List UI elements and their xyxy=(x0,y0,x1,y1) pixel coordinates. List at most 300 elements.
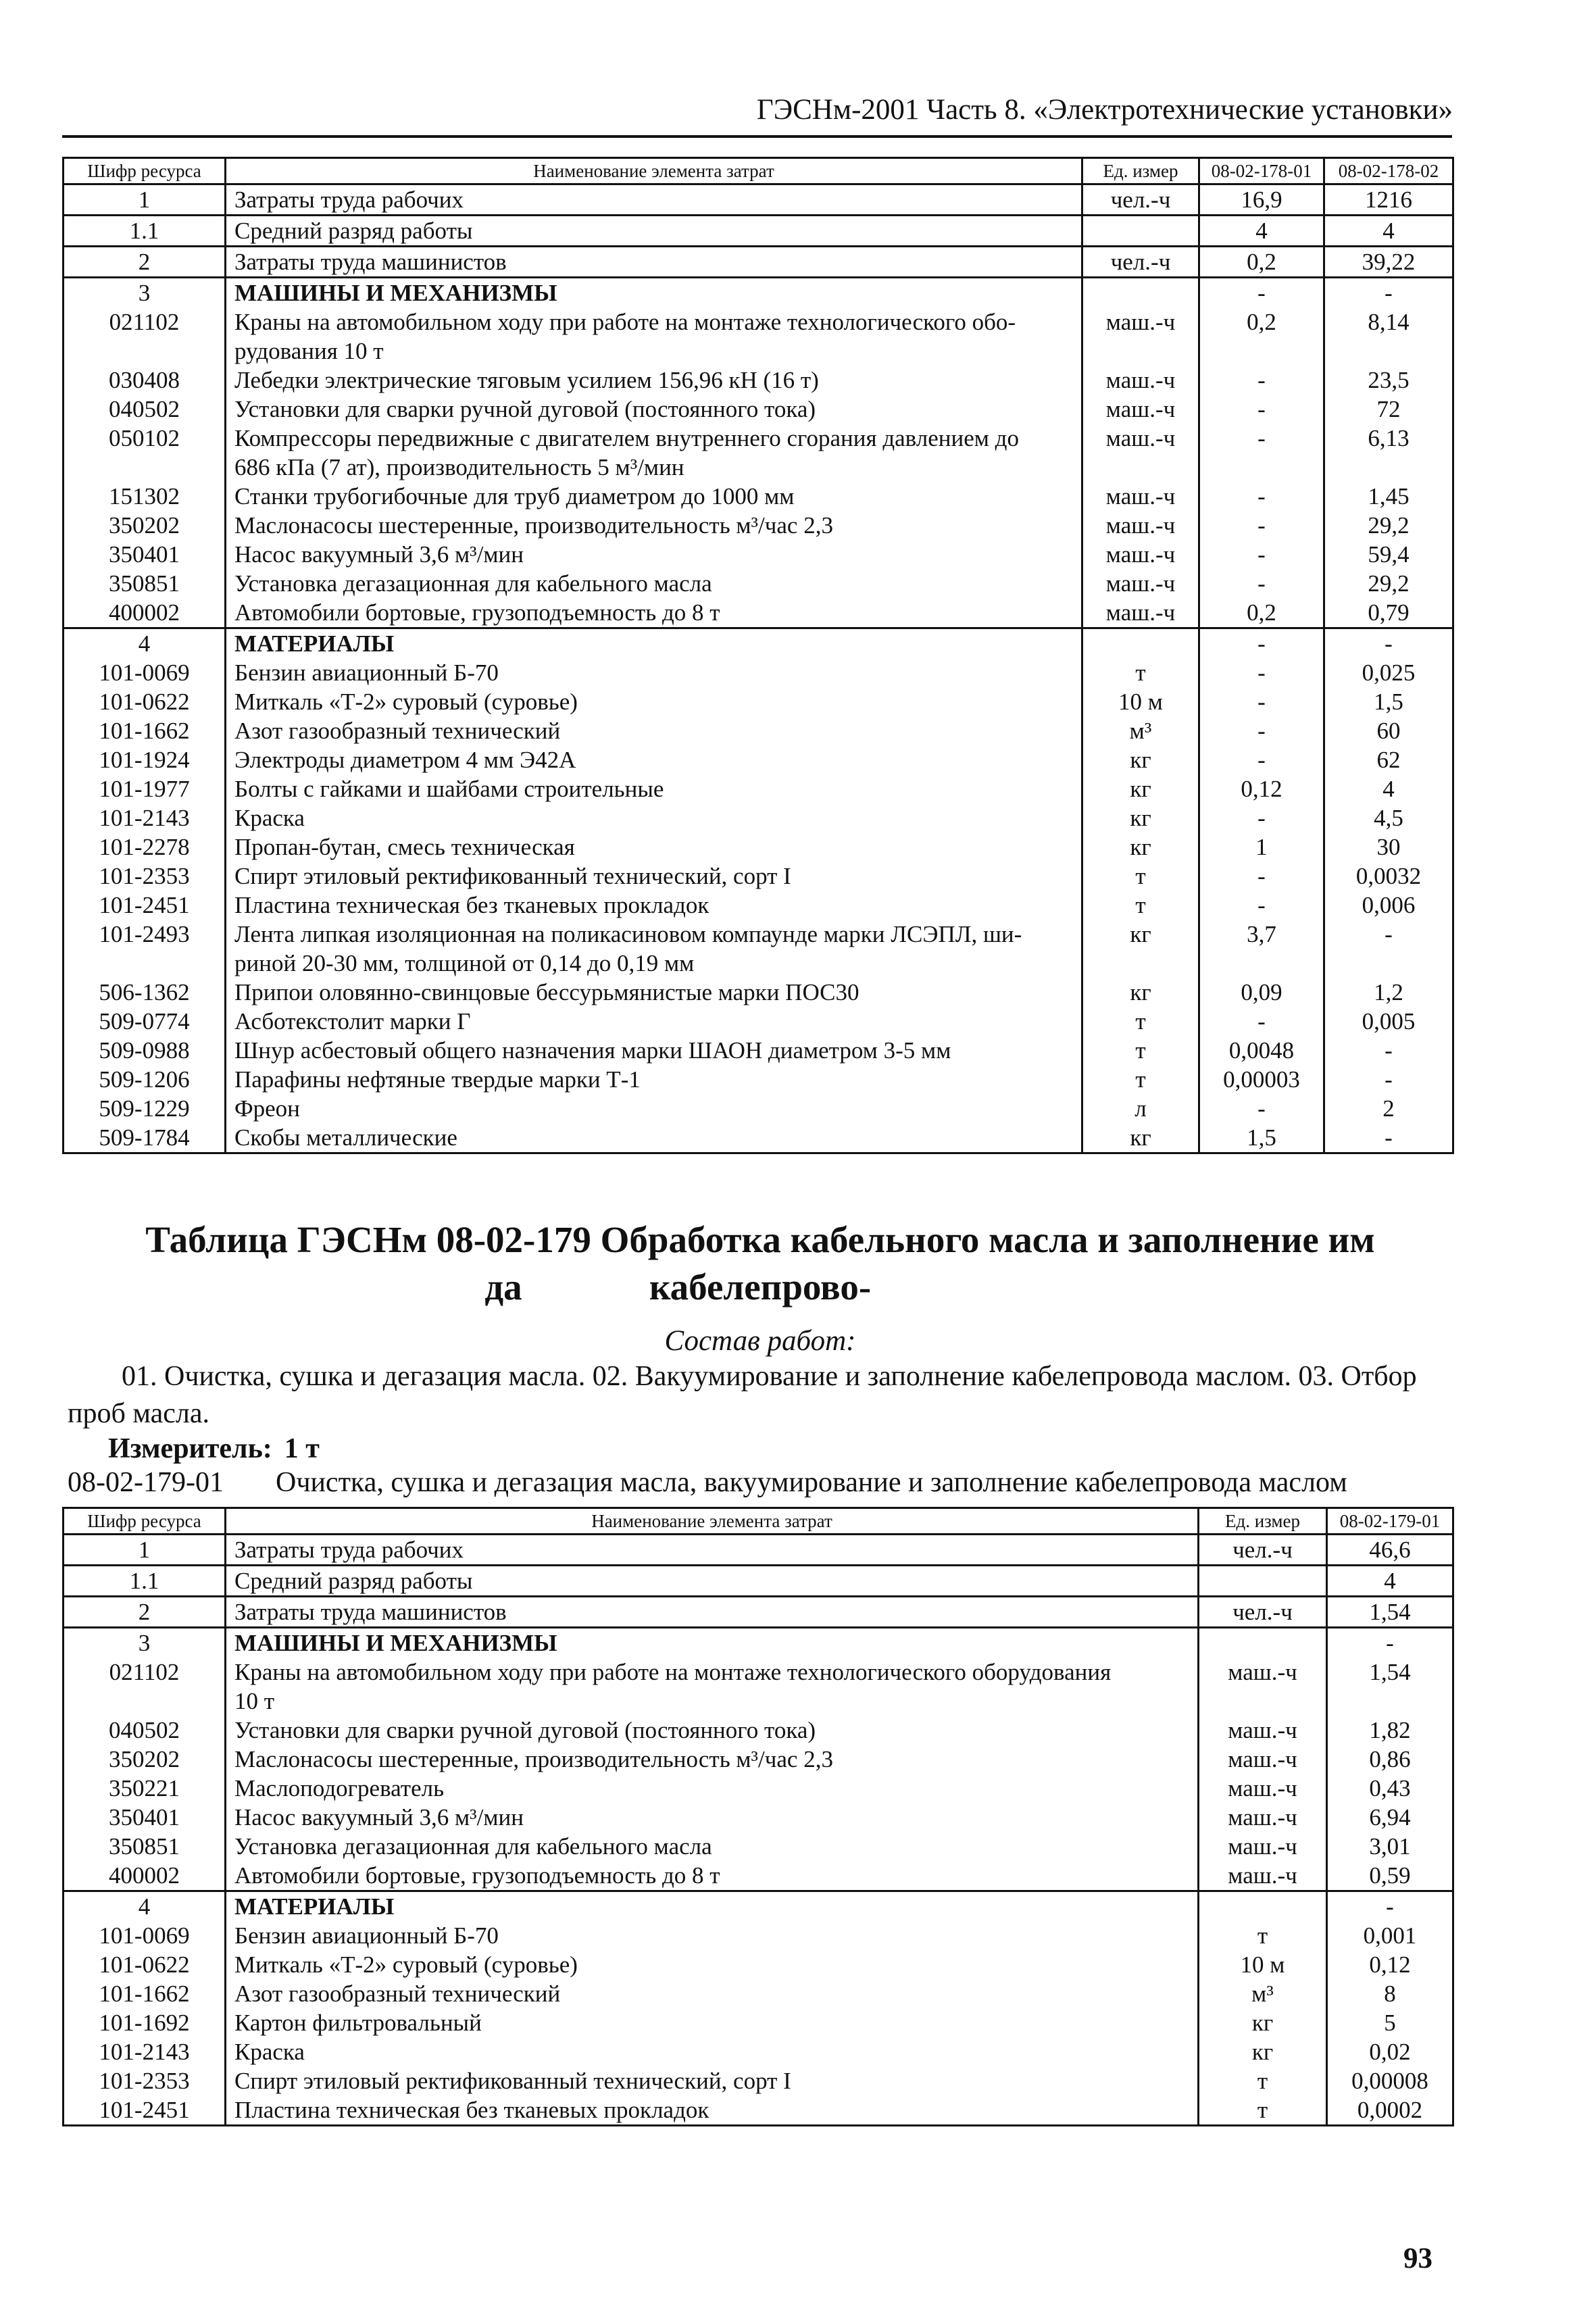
table-row xyxy=(64,1803,1453,1832)
cell-unit: чел.-ч xyxy=(1199,1597,1327,1628)
cell-code: 1 xyxy=(64,1535,226,1566)
measurer-value: 1 т xyxy=(284,1433,320,1464)
table-179-title: Таблица ГЭСНм 08-02-179 Обработка кабельного масла и заполнение им кабелепрово- xyxy=(145,1219,1375,1308)
cell-code: 509-1784 xyxy=(64,1123,226,1153)
column-header: Ед. измер xyxy=(1082,158,1199,184)
cell-v2: 6,13 xyxy=(1324,424,1453,453)
cell-v2: 1,45 xyxy=(1324,482,1453,511)
table-row xyxy=(64,2008,1453,2037)
table-row xyxy=(64,2066,1453,2095)
table-row xyxy=(64,247,1453,278)
cell-v1: - xyxy=(1199,278,1324,308)
table-row xyxy=(64,628,1453,659)
cell-v1: 0,02 xyxy=(1327,2037,1453,2066)
table-row xyxy=(64,1861,1453,1891)
cell-name: Насос вакуумный 3,6 м³/мин xyxy=(226,1803,1199,1832)
cell-name: Затраты труда рабочих xyxy=(226,1535,1199,1566)
cell-code: 101-1924 xyxy=(64,745,226,774)
cell-v2: 62 xyxy=(1324,745,1453,774)
cell-unit: маш.-ч xyxy=(1082,482,1199,511)
cell-v2: 0,79 xyxy=(1324,598,1453,628)
cell-name: Затраты труда машинистов xyxy=(226,247,1082,278)
cell-name: Болты с гайками и шайбами строительные xyxy=(226,774,1082,803)
norm-code: 08-02-179-01 xyxy=(68,1467,224,1498)
table-row xyxy=(64,774,1453,803)
cell-v2: 4,5 xyxy=(1324,803,1453,832)
table-row xyxy=(64,1065,1453,1094)
cell-code: 101-1977 xyxy=(64,774,226,803)
table-row xyxy=(64,1979,1453,2008)
cell-v2: 0,006 xyxy=(1324,891,1453,920)
cell-v1: - xyxy=(1327,1891,1453,1922)
cell-name: Парафины нефтяные твердые марки Т-1 xyxy=(226,1065,1082,1094)
table-row xyxy=(64,598,1453,628)
table-row xyxy=(64,1716,1453,1745)
cell-unit: маш.-ч xyxy=(1199,1803,1327,1832)
cell-v1: 0,86 xyxy=(1327,1745,1453,1774)
cell-name: Шнур асбестовый общего назначения марки ШАОН диаметром 3-5 мм xyxy=(226,1036,1082,1065)
cell-v2 xyxy=(1324,337,1453,366)
cell-v1: 0,001 xyxy=(1327,1921,1453,1950)
cell-v1: 5 xyxy=(1327,2008,1453,2037)
cell-code: 4 xyxy=(64,628,226,659)
cell-v2: 1,5 xyxy=(1324,687,1453,716)
cell-v1: - xyxy=(1199,658,1324,687)
cell-v1: 0,0002 xyxy=(1327,2095,1453,2126)
cell-unit: маш.-ч xyxy=(1199,1861,1327,1891)
cell-v2: - xyxy=(1324,628,1453,659)
cell-unit xyxy=(1199,1687,1327,1716)
cell-v1: - xyxy=(1199,1094,1324,1123)
cell-code: 021102 xyxy=(64,1658,226,1687)
cell-v2: 1,2 xyxy=(1324,978,1453,1007)
table-row xyxy=(64,540,1453,569)
cell-name: МАТЕРИАЛЫ xyxy=(226,1891,1199,1922)
cell-name: МАШИНЫ И МЕХАНИЗМЫ xyxy=(226,278,1082,308)
cell-code: 101-2451 xyxy=(64,891,226,920)
cell-v1: - xyxy=(1199,716,1324,745)
cell-v2: 29,2 xyxy=(1324,569,1453,598)
cell-unit: маш.-ч xyxy=(1082,540,1199,569)
cell-v1 xyxy=(1199,949,1324,978)
table-row xyxy=(64,1745,1453,1774)
cell-v1: 0,2 xyxy=(1199,307,1324,337)
cell-unit: маш.-ч xyxy=(1082,424,1199,453)
cell-name: 686 кПа (7 ат), производительность 5 м³/мин xyxy=(226,453,1082,482)
cell-unit: кг xyxy=(1082,832,1199,862)
cell-v1: 16,9 xyxy=(1199,184,1324,216)
cell-name: Пропан-бутан, смесь техническая xyxy=(226,832,1082,862)
cell-v1: 0,0048 xyxy=(1199,1036,1324,1065)
cell-name: Затраты труда машинистов xyxy=(226,1597,1199,1628)
cell-code: 2 xyxy=(64,1597,226,1628)
cell-unit: маш.-ч xyxy=(1199,1774,1327,1803)
cell-code: 350202 xyxy=(64,511,226,540)
cell-unit: кг xyxy=(1082,920,1199,949)
cell-code: 101-2353 xyxy=(64,2066,226,2095)
cell-v1: - xyxy=(1199,511,1324,540)
resource-table-178 xyxy=(62,157,1454,1154)
table-header-row xyxy=(64,158,1453,184)
column-header: Наименование элемента затрат xyxy=(226,1508,1199,1535)
cell-code: 2 xyxy=(64,247,226,278)
cell-code: 101-0069 xyxy=(64,1921,226,1950)
cell-name: Маслонасосы шестеренные, производительность м³/час 2,3 xyxy=(226,1745,1199,1774)
cell-unit: т xyxy=(1082,658,1199,687)
cell-v1: 1,54 xyxy=(1327,1597,1453,1628)
table-row xyxy=(64,424,1453,453)
cell-v1: 8 xyxy=(1327,1979,1453,2008)
cell-unit: т xyxy=(1199,2066,1327,2095)
cell-unit: маш.-ч xyxy=(1082,569,1199,598)
cell-v2: - xyxy=(1324,1123,1453,1153)
cell-unit xyxy=(1199,1628,1327,1658)
cell-code: 506-1362 xyxy=(64,978,226,1007)
cell-v1: 4 xyxy=(1327,1566,1453,1597)
cell-v1: - xyxy=(1199,540,1324,569)
cell-v2: 59,4 xyxy=(1324,540,1453,569)
cell-name: Бензин авиационный Б-70 xyxy=(226,1921,1199,1950)
cell-name: Пластина техническая без тканевых прокладок xyxy=(226,891,1082,920)
cell-code: 151302 xyxy=(64,482,226,511)
table-row xyxy=(64,1832,1453,1861)
cell-name: Краска xyxy=(226,803,1082,832)
cell-code: 101-2353 xyxy=(64,862,226,891)
cell-name: Асботекстолит марки Г xyxy=(226,1007,1082,1036)
cell-name: Насос вакуумный 3,6 м³/мин xyxy=(226,540,1082,569)
cell-name: Автомобили бортовые, грузоподъемность до 8 т xyxy=(226,598,1082,628)
cell-v1: 1,54 xyxy=(1327,1658,1453,1687)
table-row xyxy=(64,2095,1453,2126)
running-title: ГЭСНм-2001 Часть 8. «Электротехнические установки» xyxy=(756,94,1453,126)
cell-name: Миткаль «Т-2» суровый (суровье) xyxy=(226,1950,1199,1979)
table-row xyxy=(64,716,1453,745)
cell-v1: 3,7 xyxy=(1199,920,1324,949)
cell-v2: 4 xyxy=(1324,774,1453,803)
works-description: 01. Очистка, сушка и дегазация масла. 02. Вакуумирование и заполнение кабелепровода маслом. 03. Отбор проб масла. xyxy=(68,1361,1417,1429)
measurer xyxy=(108,1433,332,1465)
cell-unit: кг xyxy=(1082,745,1199,774)
measurer-label: Измеритель: xyxy=(108,1433,272,1464)
cell-unit: кг xyxy=(1082,978,1199,1007)
cell-v1 xyxy=(1199,453,1324,482)
cell-code: 400002 xyxy=(64,598,226,628)
column-header: Наименование элемента затрат xyxy=(226,158,1082,184)
cell-name: Краны на автомобильном ходу при работе на монтаже технологического обо- xyxy=(226,307,1082,337)
cell-name: 10 т xyxy=(226,1687,1199,1716)
cell-unit: маш.-ч xyxy=(1082,598,1199,628)
cell-name: Спирт этиловый ректификованный технический, сорт I xyxy=(226,2066,1199,2095)
table-row xyxy=(64,1597,1453,1628)
cell-v1: 0,2 xyxy=(1199,598,1324,628)
cell-v1: - xyxy=(1199,366,1324,395)
cell-v2: 0,005 xyxy=(1324,1007,1453,1036)
cell-name: Средний разряд работы xyxy=(226,1566,1199,1597)
cell-v1 xyxy=(1327,1687,1453,1716)
cell-v1: - xyxy=(1199,395,1324,424)
cell-code: 3 xyxy=(64,278,226,308)
table-row xyxy=(64,1921,1453,1950)
cell-v1: 1,5 xyxy=(1199,1123,1324,1153)
cell-unit: т xyxy=(1082,891,1199,920)
cell-unit: 10 м xyxy=(1082,687,1199,716)
cell-v1: 0,00008 xyxy=(1327,2066,1453,2095)
cell-v1: - xyxy=(1199,803,1324,832)
norm-name: Очистка, сушка и дегазация масла, вакуумирование и заполнение кабелепровода маслом xyxy=(276,1467,1347,1498)
cell-v1: 0,12 xyxy=(1199,774,1324,803)
cell-name: Затраты труда рабочих xyxy=(226,184,1082,216)
cell-unit: маш.-ч xyxy=(1082,395,1199,424)
cell-code: 4 xyxy=(64,1891,226,1922)
cell-name: Фреон xyxy=(226,1094,1082,1123)
table-row xyxy=(64,337,1453,366)
cell-v2: 29,2 xyxy=(1324,511,1453,540)
cell-code: 101-2451 xyxy=(64,2095,226,2126)
table-row xyxy=(64,832,1453,862)
table-row xyxy=(64,482,1453,511)
table-row xyxy=(64,687,1453,716)
cell-unit: маш.-ч xyxy=(1199,1832,1327,1861)
cell-name: Маслоподогреватель xyxy=(226,1774,1199,1803)
cell-name: Электроды диаметром 4 мм Э42А xyxy=(226,745,1082,774)
cell-code: 101-1662 xyxy=(64,716,226,745)
cell-unit: чел.-ч xyxy=(1082,247,1199,278)
cell-v1 xyxy=(1199,337,1324,366)
cell-v2: - xyxy=(1324,1036,1453,1065)
cell-v2: 39,22 xyxy=(1324,247,1453,278)
cell-v2 xyxy=(1324,949,1453,978)
cell-code: 101-2143 xyxy=(64,803,226,832)
cell-v2: 0,025 xyxy=(1324,658,1453,687)
table-row xyxy=(64,1687,1453,1716)
cell-unit: м³ xyxy=(1199,1979,1327,2008)
cell-unit: маш.-ч xyxy=(1199,1745,1327,1774)
cell-name: Средний разряд работы xyxy=(226,216,1082,247)
cell-unit xyxy=(1082,216,1199,247)
cell-v1: 1 xyxy=(1199,832,1324,862)
cell-v1: 1,82 xyxy=(1327,1716,1453,1745)
cell-name: Скобы металлические xyxy=(226,1123,1082,1153)
table-row xyxy=(64,511,1453,540)
cell-unit: т xyxy=(1199,2095,1327,2126)
cell-name: Картон фильтровальный xyxy=(226,2008,1199,2037)
cell-unit: 10 м xyxy=(1199,1950,1327,1979)
table-row xyxy=(64,1094,1453,1123)
cell-v1: 0,43 xyxy=(1327,1774,1453,1803)
cell-name: Компрессоры передвижные с двигателем внутреннего сгорания давлением до xyxy=(226,424,1082,453)
table-179-title-continued: да xyxy=(484,1266,522,1308)
cell-v1: 6,94 xyxy=(1327,1803,1453,1832)
cell-name: МАТЕРИАЛЫ xyxy=(226,628,1082,659)
cell-code: 101-0069 xyxy=(64,658,226,687)
cell-unit: маш.-ч xyxy=(1199,1658,1327,1687)
table-row xyxy=(64,307,1453,337)
column-header: Шифр ресурса xyxy=(64,1508,226,1535)
table-row xyxy=(64,395,1453,424)
cell-v2: 2 xyxy=(1324,1094,1453,1123)
cell-name: Установки для сварки ручной дуговой (постоянного тока) xyxy=(226,395,1082,424)
cell-unit: т xyxy=(1199,1921,1327,1950)
cell-unit: т xyxy=(1082,1065,1199,1094)
cell-code: 101-2493 xyxy=(64,920,226,949)
table-row xyxy=(64,1535,1453,1566)
cell-v2: 72 xyxy=(1324,395,1453,424)
cell-name: рудования 10 т xyxy=(226,337,1082,366)
cell-v2 xyxy=(1324,453,1453,482)
cell-name: Лента липкая изоляционная на поликасиновом компаунде марки ЛСЭПЛ, ши- xyxy=(226,920,1082,949)
cell-code xyxy=(64,949,226,978)
cell-v1: - xyxy=(1199,569,1324,598)
column-header: 08-02-178-01 xyxy=(1199,158,1324,184)
column-header: Ед. измер xyxy=(1199,1508,1327,1535)
cell-unit: маш.-ч xyxy=(1082,511,1199,540)
cell-name: Пластина техническая без тканевых прокладок xyxy=(226,2095,1199,2126)
cell-code: 1.1 xyxy=(64,1566,226,1597)
cell-v1: - xyxy=(1199,1007,1324,1036)
cell-v1: - xyxy=(1327,1628,1453,1658)
table-row xyxy=(64,978,1453,1007)
cell-v1: - xyxy=(1199,628,1324,659)
cell-code: 350851 xyxy=(64,1832,226,1861)
cell-v1: - xyxy=(1199,424,1324,453)
cell-code: 101-1662 xyxy=(64,1979,226,2008)
cell-name: Припои оловянно-свинцовые бессурьмянистые марки ПОС30 xyxy=(226,978,1082,1007)
table-header-row xyxy=(64,1508,1453,1535)
cell-unit: т xyxy=(1082,1036,1199,1065)
table-row xyxy=(64,1566,1453,1597)
cell-v1: 4 xyxy=(1199,216,1324,247)
table-row xyxy=(64,803,1453,832)
table-row xyxy=(64,949,1453,978)
table-row xyxy=(64,278,1453,308)
cell-v1: - xyxy=(1199,745,1324,774)
table-row xyxy=(64,453,1453,482)
page-number: 93 xyxy=(1403,2243,1432,2274)
table-row xyxy=(64,569,1453,598)
cell-unit: кг xyxy=(1082,774,1199,803)
cell-v1: 0,12 xyxy=(1327,1950,1453,1979)
cell-unit xyxy=(1082,453,1199,482)
cell-name: риной 20-30 мм, толщиной от 0,14 до 0,19 мм xyxy=(226,949,1082,978)
table-row xyxy=(64,1123,1453,1153)
cell-code xyxy=(64,453,226,482)
cell-name: Установки для сварки ручной дуговой (постоянного тока) xyxy=(226,1716,1199,1745)
cell-v1: - xyxy=(1199,687,1324,716)
table-row xyxy=(64,920,1453,949)
resource-table-179 xyxy=(62,1507,1454,2126)
cell-v2: - xyxy=(1324,920,1453,949)
cell-name: Бензин авиационный Б-70 xyxy=(226,658,1082,687)
table-row xyxy=(64,658,1453,687)
cell-code: 509-1206 xyxy=(64,1065,226,1094)
cell-code: 509-0988 xyxy=(64,1036,226,1065)
cell-code: 101-2143 xyxy=(64,2037,226,2066)
cell-code: 400002 xyxy=(64,1861,226,1891)
column-header: 08-02-179-01 xyxy=(1327,1508,1453,1535)
cell-unit: т xyxy=(1082,1007,1199,1036)
cell-code: 350401 xyxy=(64,540,226,569)
cell-unit xyxy=(1082,628,1199,659)
cell-code: 040502 xyxy=(64,1716,226,1745)
table-row xyxy=(64,1628,1453,1658)
cell-v2: 30 xyxy=(1324,832,1453,862)
cell-code: 350202 xyxy=(64,1745,226,1774)
table-row xyxy=(64,891,1453,920)
cell-code: 050102 xyxy=(64,424,226,453)
cell-v1: 46,6 xyxy=(1327,1535,1453,1566)
cell-code: 021102 xyxy=(64,307,226,337)
cell-code: 350851 xyxy=(64,569,226,598)
cell-unit xyxy=(1199,1891,1327,1922)
cell-unit: маш.-ч xyxy=(1199,1716,1327,1745)
cell-unit: кг xyxy=(1199,2037,1327,2066)
cell-name: Установка дегазационная для кабельного масла xyxy=(226,569,1082,598)
cell-v2: - xyxy=(1324,1065,1453,1094)
cell-code: 3 xyxy=(64,1628,226,1658)
cell-name: Краны на автомобильном ходу при работе на монтаже технологического оборудования xyxy=(226,1658,1199,1687)
cell-code xyxy=(64,1687,226,1716)
works-heading: Состав работ: xyxy=(664,1325,856,1357)
cell-unit: кг xyxy=(1082,803,1199,832)
cell-v2: 23,5 xyxy=(1324,366,1453,395)
table-row xyxy=(64,862,1453,891)
table-row xyxy=(64,1658,1453,1687)
table-row xyxy=(64,184,1453,216)
cell-v1: 0,2 xyxy=(1199,247,1324,278)
cell-v2: 1216 xyxy=(1324,184,1453,216)
cell-code: 101-0622 xyxy=(64,1950,226,1979)
cell-v1: - xyxy=(1199,891,1324,920)
cell-unit: маш.-ч xyxy=(1082,366,1199,395)
cell-code: 350401 xyxy=(64,1803,226,1832)
cell-code: 1 xyxy=(64,184,226,216)
table-row xyxy=(64,366,1453,395)
cell-v2: 8,14 xyxy=(1324,307,1453,337)
table-row xyxy=(64,745,1453,774)
cell-unit: т xyxy=(1082,862,1199,891)
cell-v1: 3,01 xyxy=(1327,1832,1453,1861)
cell-unit: м³ xyxy=(1082,716,1199,745)
cell-code: 101-0622 xyxy=(64,687,226,716)
cell-name: МАШИНЫ И МЕХАНИЗМЫ xyxy=(226,1628,1199,1658)
cell-unit: чел.-ч xyxy=(1082,184,1199,216)
table-row xyxy=(64,1950,1453,1979)
table-row xyxy=(64,216,1453,247)
header-rule xyxy=(62,135,1452,138)
cell-name: Азот газообразный технический xyxy=(226,716,1082,745)
cell-name: Установка дегазационная для кабельного масла xyxy=(226,1832,1199,1861)
cell-name: Азот газообразный технический xyxy=(226,1979,1199,2008)
cell-v1: - xyxy=(1199,482,1324,511)
table-row xyxy=(64,1891,1453,1922)
cell-name: Маслонасосы шестеренные, производительность м³/час 2,3 xyxy=(226,511,1082,540)
cell-name: Автомобили бортовые, грузоподъемность до 8 т xyxy=(226,1861,1199,1891)
cell-code: 509-1229 xyxy=(64,1094,226,1123)
cell-code: 101-1692 xyxy=(64,2008,226,2037)
cell-v2: 4 xyxy=(1324,216,1453,247)
cell-name: Краска xyxy=(226,2037,1199,2066)
cell-unit xyxy=(1082,278,1199,308)
column-header: Шифр ресурса xyxy=(64,158,226,184)
table-row xyxy=(64,1036,1453,1065)
cell-code: 1.1 xyxy=(64,216,226,247)
cell-v2: 0,0032 xyxy=(1324,862,1453,891)
cell-v1: 0,59 xyxy=(1327,1861,1453,1891)
column-header: 08-02-178-02 xyxy=(1324,158,1453,184)
cell-unit: кг xyxy=(1082,1123,1199,1153)
cell-unit xyxy=(1082,949,1199,978)
cell-v1: - xyxy=(1199,862,1324,891)
